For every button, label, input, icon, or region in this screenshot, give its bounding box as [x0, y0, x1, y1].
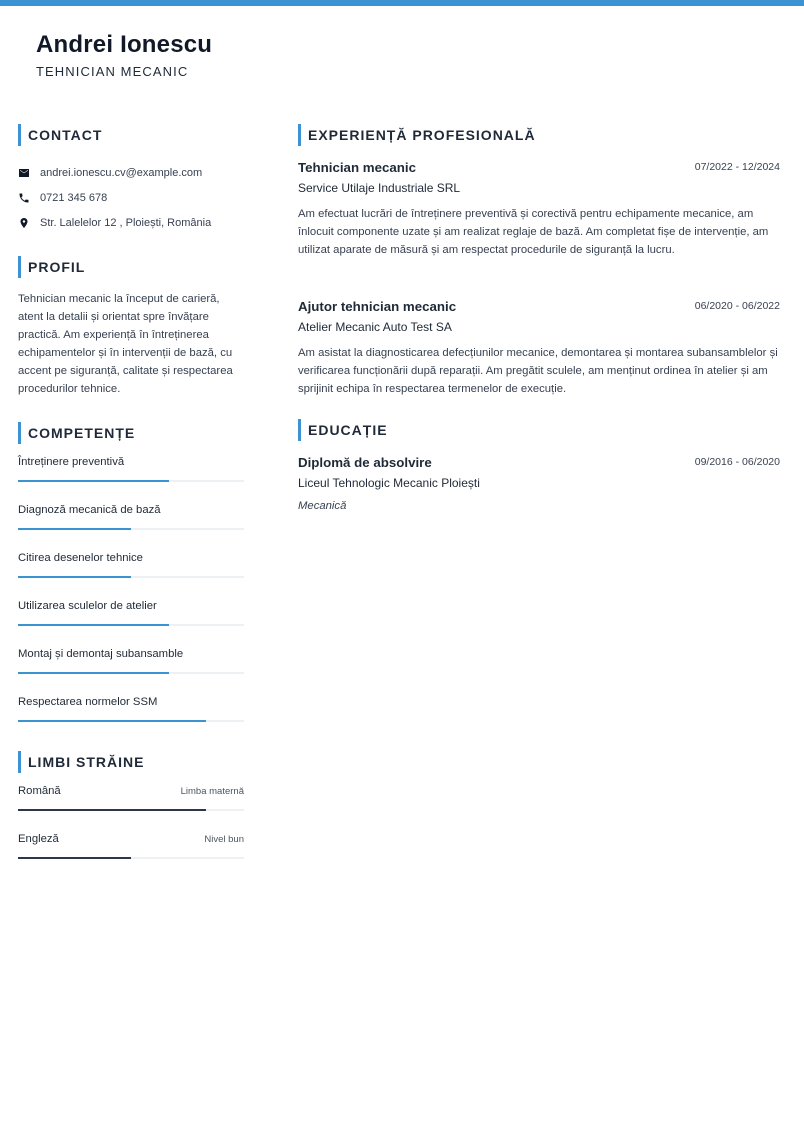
- skill-label: Citirea desenelor tehnice: [18, 552, 143, 564]
- profile-text: Tehnician mecanic la început de carieră, atent la detalii și orientat spre învățare practică. Am experiență în întreținerea echipamentelor și în intervenții de bază, cu accent pe siguranță, calitate și respectarea procedurilor tehnice.: [18, 293, 233, 395]
- language-bar-fill: [18, 809, 206, 811]
- skill-bar-track: [18, 480, 244, 482]
- language-bar-fill: [18, 857, 131, 859]
- skill-bar-fill: [18, 480, 169, 482]
- language-item: [18, 783, 244, 811]
- location-pin-icon: [18, 217, 30, 229]
- experience-entry: [298, 158, 780, 259]
- skill-label: Întreținere preventivă: [18, 456, 125, 468]
- skill-label: Utilizarea sculelor de atelier: [18, 600, 157, 612]
- top-accent-bar: [0, 0, 804, 6]
- skill-item: [18, 454, 244, 482]
- skill-item: [18, 646, 244, 674]
- skill-bar-fill: [18, 720, 206, 722]
- field-of-study: Mecanică: [298, 500, 347, 512]
- job-description: Am efectuat lucrări de întreținere preventivă și corectivă pentru echipamente mecanice, am înlocuit componente uzate și am realizat reglaje de bază. Am completat fișe de intervenție, am utilizat aparate de măsură și am respectat procedurile de siguranță la lucru.: [298, 208, 769, 256]
- skill-item: [18, 502, 244, 530]
- language-name: Română: [18, 785, 61, 797]
- skill-bar-fill: [18, 624, 169, 626]
- contact-address: [18, 210, 244, 235]
- contact-address-text: Str. Lalelelor 12 , Ploiești, România: [40, 216, 212, 229]
- skill-item: [18, 694, 244, 722]
- section-title-education: EDUCAȚIE: [298, 419, 780, 441]
- job-company: Atelier Mecanic Auto Test SA: [298, 320, 452, 334]
- skill-bar-track: [18, 720, 244, 722]
- skill-label: Montaj și demontaj subansamble: [18, 648, 184, 660]
- skill-bar-track: [18, 528, 244, 530]
- skill-item: [18, 550, 244, 578]
- skill-label: Respectarea normelor SSM: [18, 696, 158, 708]
- languages-section: [18, 751, 244, 859]
- education-entry: [298, 453, 780, 512]
- section-title-languages: LIMBI STRĂINE: [18, 751, 244, 773]
- candidate-name: Andrei Ionescu: [36, 31, 213, 58]
- section-title-contact: CONTACT: [18, 124, 244, 146]
- skill-label: Diagnoză mecanică de bază: [18, 504, 161, 516]
- profile-section: [18, 256, 244, 398]
- section-title-profile: PROFIL: [18, 256, 244, 278]
- experience-section: [298, 124, 780, 398]
- education-section: [298, 419, 780, 512]
- job-title: Tehnician mecanic: [298, 159, 416, 175]
- skill-bar-track: [18, 672, 244, 674]
- skills-list: [18, 454, 244, 722]
- contact-section: [18, 124, 244, 235]
- phone-icon: [18, 192, 30, 204]
- section-title-experience: EXPERIENȚĂ PROFESIONALĂ: [298, 124, 780, 146]
- job-title: Ajutor tehnician mecanic: [298, 298, 457, 314]
- contact-list: [18, 160, 244, 235]
- resume-header: [36, 30, 212, 79]
- language-bar-track: [18, 857, 244, 859]
- job-dates: 06/2020 - 06/2022: [694, 300, 780, 312]
- skill-bar-track: [18, 576, 244, 578]
- contact-email-text[interactable]: andrei.ionescu.cv@example.com: [40, 166, 203, 179]
- school-name: Liceul Tehnologic Mecanic Ploiești: [298, 476, 480, 490]
- skill-bar-fill: [18, 576, 131, 578]
- language-level: Limba maternă: [180, 785, 244, 797]
- skill-bar-fill: [18, 672, 169, 674]
- language-name: Engleză: [18, 833, 59, 845]
- contact-email: [18, 160, 244, 185]
- candidate-role: TEHNICIAN MECANIC: [36, 64, 189, 79]
- languages-list: [18, 783, 244, 859]
- experience-entry: [298, 297, 780, 398]
- contact-phone-text: 0721 345 678: [40, 191, 108, 204]
- skill-bar-fill: [18, 528, 131, 530]
- left-column: [18, 124, 244, 859]
- degree-title: Diplomă de absolvire: [298, 454, 432, 470]
- language-level: Nivel bun: [204, 833, 244, 845]
- language-bar-track: [18, 809, 244, 811]
- section-title-skills: COMPETENȚE: [18, 422, 244, 444]
- job-company: Service Utilaje Industriale SRL: [298, 181, 461, 195]
- skills-section: [18, 422, 244, 722]
- contact-phone: [18, 185, 244, 210]
- education-dates: 09/2016 - 06/2020: [694, 456, 780, 468]
- language-item: [18, 831, 244, 859]
- job-description: Am asistat la diagnosticarea defecțiunilor mecanice, demontarea și montarea subansamblelor și verificarea funcționării după reparații. Am pregătit sculele, am menținut ordinea în atelier și am sprijinit echipa în respectarea termenelor de execuție.: [298, 347, 778, 395]
- job-dates: 07/2022 - 12/2024: [694, 161, 780, 173]
- right-column: [298, 124, 780, 512]
- email-icon: [18, 167, 30, 179]
- skill-bar-track: [18, 624, 244, 626]
- skill-item: [18, 598, 244, 626]
